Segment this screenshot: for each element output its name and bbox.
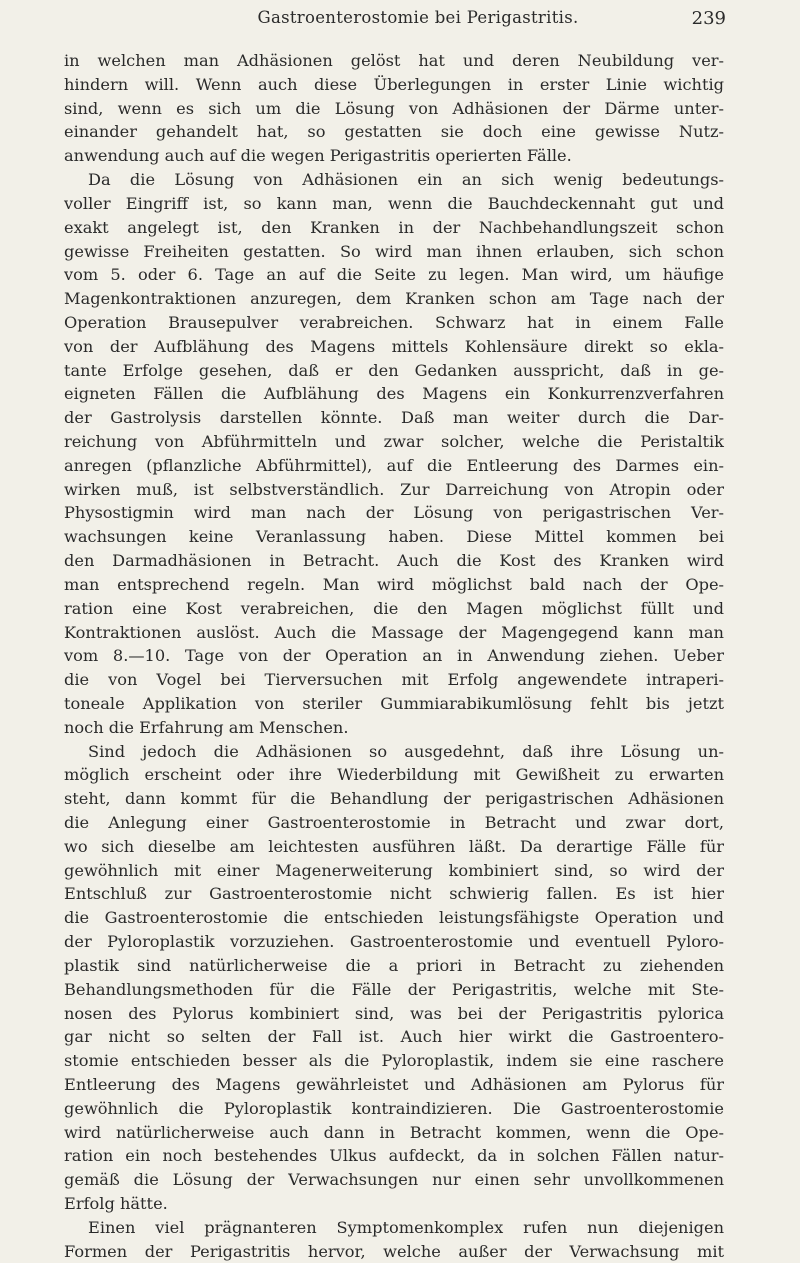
text-line: von der Aufblähung des Magens mittels Kohlensäure direkt so ekla- xyxy=(64,336,724,356)
text-line: nosen des Pylorus kombiniert sind, was bei der Perigastritis pylorica xyxy=(64,1003,724,1023)
text-line: eigneten Fällen die Aufblähung des Magens ein Konkurrenzverfahren xyxy=(64,384,724,404)
text-line: Operation Brausepulver verabreichen. Schwarz hat in einem Falle xyxy=(64,312,724,332)
text-line: Einen viel prägnanteren Symptomenkomplex rufen nun diejenigen xyxy=(88,1217,724,1237)
text-line: noch die Erfahrung am Menschen. xyxy=(64,717,349,737)
body-text xyxy=(64,49,724,1263)
text-line: Formen der Perigastritis hervor, welche außer der Verwachsung mit xyxy=(64,1241,724,1261)
running-head xyxy=(110,8,726,36)
text-line: wo sich dieselbe am leichtesten ausführen läßt. Da derartige Fälle für xyxy=(64,836,724,856)
running-title: Gastroenterostomie bei Perigastritis. xyxy=(257,8,579,27)
text-line: vom 8.—10. Tage von der Operation an in Anwendung ziehen. Ueber xyxy=(64,646,724,666)
page-number: 239 xyxy=(691,8,726,29)
text-line: toneale Applikation von steriler Gummiarabikumlösung fehlt bis jetzt xyxy=(64,693,724,713)
text-line: tante Erfolge gesehen, daß er den Gedanken ausspricht, daß in ge- xyxy=(64,360,724,380)
text-line: Physostigmin wird man nach der Lösung von perigastrischen Ver- xyxy=(64,503,724,523)
text-line: möglich erscheint oder ihre Wiederbildung mit Gewißheit zu erwarten xyxy=(64,765,724,785)
text-line: der Gastrolysis darstellen könnte. Daß man weiter durch die Dar- xyxy=(64,408,724,428)
text-line: Sind jedoch die Adhäsionen so ausgedehnt, daß ihre Lösung un- xyxy=(88,741,724,761)
text-line: die Gastroenterostomie die entschieden leistungsfähigste Operation und xyxy=(64,908,724,928)
text-line: in welchen man Adhäsionen gelöst hat und deren Neubildung ver- xyxy=(64,51,724,70)
text-line: Erfolg hätte. xyxy=(64,1194,168,1213)
text-line: reichung von Abführmitteln und zwar solcher, welche die Peristaltik xyxy=(64,432,724,451)
text-line: Entleerung des Magens gewährleistet und Adhäsionen am Pylorus für xyxy=(64,1074,724,1094)
text-line: Kontraktionen auslöst. Auch die Massage der Magengegend kann man xyxy=(64,622,724,642)
text-line: Entschluß zur Gastroenterostomie nicht schwierig fallen. Es ist hier xyxy=(64,884,724,904)
text-line: anwendung auch auf die wegen Perigastritis operierten Fälle. xyxy=(64,146,572,166)
text-line: Da die Lösung von Adhäsionen ein an sich wenig bedeutungs- xyxy=(88,170,724,190)
text-line: hindern will. Wenn auch diese Überlegungen in erster Linie wichtig xyxy=(64,74,724,94)
text-line: anregen (pflanzliche Abführmittel), auf die Entleerung des Darmes ein- xyxy=(64,455,724,475)
text-line: plastik sind natürlicherweise die a priori in Betracht zu ziehenden xyxy=(64,955,724,975)
text-line: der Pyloroplastik vorzuziehen. Gastroenterostomie und eventuell Pyloro- xyxy=(64,932,724,952)
text-line: sind, wenn es sich um die Lösung von Adhäsionen der Därme unter- xyxy=(64,98,724,118)
text-line: gewöhnlich die Pyloroplastik kontraindizieren. Die Gastroenterostomie xyxy=(64,1098,724,1118)
text-line: wirken muß, ist selbstverständlich. Zur Darreichung von Atropin oder xyxy=(64,479,724,499)
text-line: gewöhnlich mit einer Magenerweiterung kombiniert sind, so wird der xyxy=(64,860,724,880)
text-line: exakt angelegt ist, den Kranken in der Nachbehandlungszeit schon xyxy=(64,217,724,237)
text-line: steht, dann kommt für die Behandlung der perigastrischen Adhäsionen xyxy=(64,789,724,809)
text-line: man entsprechend regeln. Man wird möglichst bald nach der Ope- xyxy=(64,574,724,594)
text-line: wachsungen keine Veranlassung haben. Diese Mittel kommen bei xyxy=(64,527,724,547)
text-line: gemäß die Lösung der Verwachsungen nur einen sehr unvollkommenen xyxy=(64,1170,724,1190)
text-line: gar nicht so selten der Fall ist. Auch hier wirkt die Gastroentero- xyxy=(64,1027,724,1047)
text-line: vom 5. oder 6. Tage an auf die Seite zu legen. Man wird, um häufige xyxy=(64,265,724,285)
text-line: stomie entschieden besser als die Pyloroplastik, indem sie eine raschere xyxy=(64,1051,724,1071)
text-line: ration eine Kost verabreichen, die den Magen möglichst füllt und xyxy=(64,598,724,618)
text-line: Magenkontraktionen anzuregen, dem Kranken schon am Tage nach der xyxy=(64,289,724,309)
text-line: ration ein noch bestehendes Ulkus aufdeckt, da in solchen Fällen natur- xyxy=(64,1146,724,1166)
text-line: voller Eingriff ist, so kann man, wenn die Bauchdeckennaht gut und xyxy=(64,193,724,213)
text-line: wird natürlicherweise auch dann in Betracht kommen, wenn die Ope- xyxy=(64,1122,724,1142)
text-line: gewisse Freiheiten gestatten. So wird man ihnen erlauben, sich schon xyxy=(64,241,724,261)
text-line: Behandlungsmethoden für die Fälle der Perigastritis, welche mit Ste- xyxy=(64,979,724,999)
text-line: die von Vogel bei Tierversuchen mit Erfolg angewendete intraperi- xyxy=(64,670,724,690)
text-line: einander gehandelt hat, so gestatten sie doch eine gewisse Nutz- xyxy=(64,122,724,142)
text-line: den Darmadhäsionen in Betracht. Auch die Kost des Kranken wird xyxy=(64,551,724,571)
text-line: die Anlegung einer Gastroenterostomie in Betracht und zwar dort, xyxy=(64,813,724,832)
